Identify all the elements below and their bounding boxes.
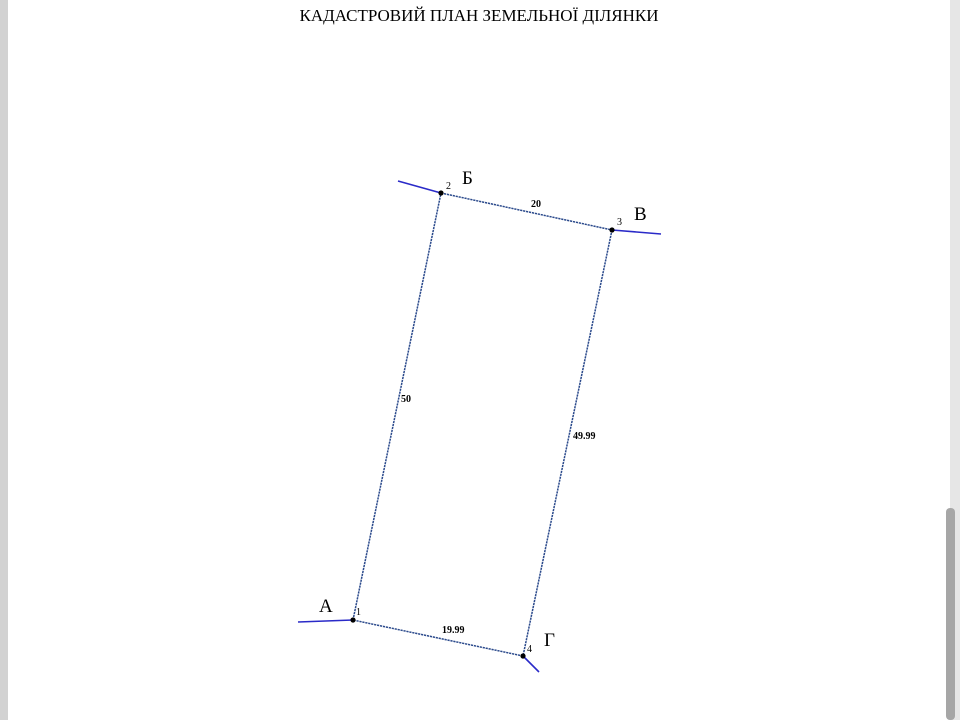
boundary-side-b-v <box>441 193 612 230</box>
boundary-side-g-a <box>353 620 523 656</box>
vertex-letter-b: Б <box>462 168 473 189</box>
side-length-a-b: 50 <box>401 394 411 405</box>
neighbour-line-a <box>298 620 353 622</box>
vertex-letter-a: А <box>319 596 333 617</box>
side-length-g-a: 19.99 <box>442 625 465 636</box>
vertex-point-3 <box>609 227 614 232</box>
vertex-point-1 <box>350 617 355 622</box>
left-gutter <box>0 0 8 720</box>
boundary-side-a-b <box>353 193 441 620</box>
neighbour-line-b <box>398 181 441 193</box>
vertex-letter-v: В <box>634 204 647 225</box>
neighbour-line-v <box>612 230 661 234</box>
side-length-b-v: 20 <box>531 199 541 210</box>
vertex-number-4: 4 <box>527 644 532 655</box>
page-title: КАДАСТРОВИЙ ПЛАН ЗЕМЕЛЬНОЇ ДІЛЯНКИ <box>299 6 659 25</box>
vertex-number-1: 1 <box>356 607 361 618</box>
side-length-v-g: 49.99 <box>573 431 596 442</box>
vertex-number-3: 3 <box>617 217 622 228</box>
cadastral-plan-drawing <box>8 0 950 720</box>
vertex-point-2 <box>438 190 443 195</box>
scrollbar-thumb[interactable] <box>946 508 955 720</box>
vertex-point-4 <box>520 653 525 658</box>
document-page <box>8 0 950 720</box>
vertex-number-2: 2 <box>446 181 451 192</box>
boundary-side-v-g <box>523 230 612 656</box>
neighbour-line-g <box>523 656 539 672</box>
vertex-letter-g: Г <box>544 630 555 651</box>
